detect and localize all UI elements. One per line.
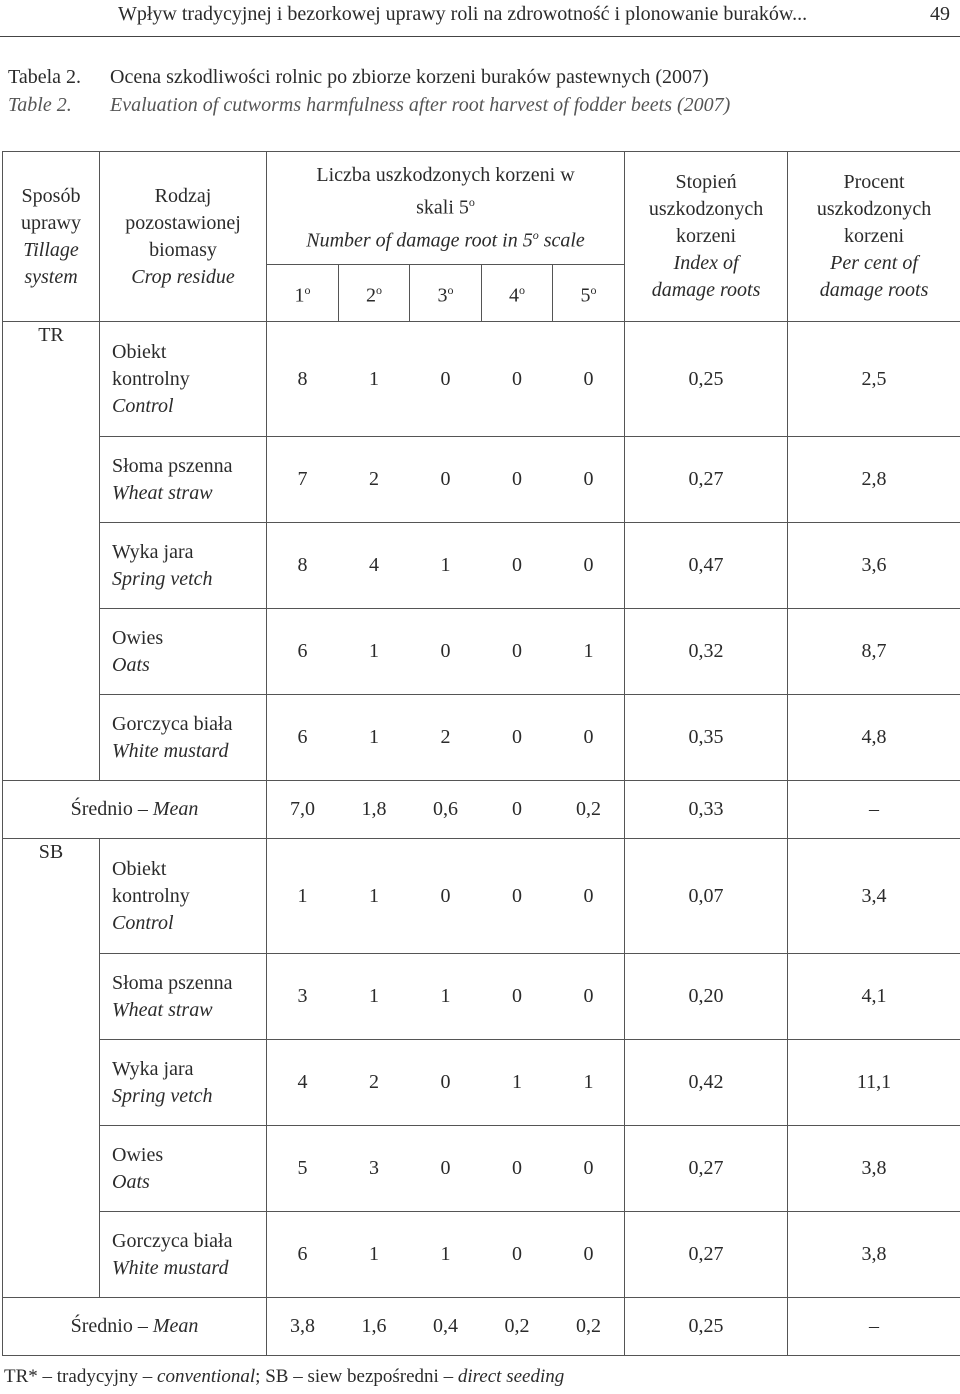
footnote-tr: TR* – tradycyjny – [4,1366,153,1387]
header-count-pl: skali 5 [416,196,469,219]
residue-pl: Wyka jara [112,540,194,563]
residue-en: Wheat straw [112,481,213,504]
damage-count-cell: 0 [553,1126,625,1212]
header-residue-en: Crop residue [131,265,235,288]
table-row [3,954,960,1040]
percent-cell: 3,8 [788,1126,960,1212]
damage-count-cell: 4 [339,523,410,609]
header-tillage-en: Tillage [23,238,79,261]
damage-count-cell: 0 [482,523,553,609]
damage-count-cell: 1 [553,609,625,695]
table-row [3,1040,960,1126]
header-count [267,152,625,265]
damage-count-cell: 8 [267,523,339,609]
tillage-system-cell: TR [3,322,100,781]
residue-pl: kontrolny [112,884,190,907]
header-degree: 5$^o$ [553,265,625,322]
index-cell: 0,27 [625,437,788,523]
residue-en: Wheat straw [112,998,213,1021]
header-tillage [3,152,100,322]
mean-percent-cell: – [788,1298,960,1356]
header-row [3,152,960,265]
crop-residue-cell [100,1212,267,1298]
percent-cell: 3,4 [788,839,960,954]
damage-count-cell: 2 [339,1040,410,1126]
crop-residue-cell [100,609,267,695]
index-cell: 0,32 [625,609,788,695]
residue-en: White mustard [112,1256,229,1279]
table-caption-en [8,94,730,117]
mean-label-en: Mean [152,1315,199,1337]
header-degree: 2$^o$ [339,265,410,322]
damage-count-cell: 2 [410,695,482,781]
crop-residue-cell [100,839,267,954]
damage-count-cell: 1 [410,523,482,609]
table-row [3,609,960,695]
residue-pl: Owies [112,1143,164,1166]
mean-count-cell: 7,0 [267,781,339,839]
residue-pl: Obiekt [112,857,167,880]
header-residue-pl: Rodzaj [154,184,212,207]
header-count-en: Number of damage root in 5 [306,229,533,252]
table-row [3,322,960,437]
damage-count-cell: 0 [410,609,482,695]
mean-label-pl: Średnio – [70,798,148,820]
header-residue [100,152,267,322]
header-index [625,152,788,322]
percent-cell: 4,1 [788,954,960,1040]
damage-count-cell: 0 [553,695,625,781]
damage-count-cell: 1 [482,1040,553,1126]
tillage-system-cell: SB [3,839,100,1298]
damage-count-cell: 3 [339,1126,410,1212]
residue-pl: Obiekt [112,340,167,363]
header-percent-en: Per cent of [830,252,918,274]
damage-count-cell: 1 [410,954,482,1040]
residue-pl: kontrolny [112,367,190,390]
damage-count-cell: 0 [482,437,553,523]
damage-count-cell: 4 [267,1040,339,1126]
index-cell: 0,35 [625,695,788,781]
damage-count-cell: 0 [482,954,553,1040]
percent-cell: 8,7 [788,609,960,695]
mean-percent-cell: – [788,781,960,839]
damage-count-cell: 0 [410,839,482,954]
index-cell: 0,27 [625,1126,788,1212]
table-row [3,523,960,609]
residue-pl: Gorczyca biała [112,712,233,735]
page-number: 49 [930,3,950,25]
header-tillage-en: system [24,265,78,288]
crop-residue-cell [100,437,267,523]
percent-cell: 11,1 [788,1040,960,1126]
mean-label [3,781,267,839]
mean-label-pl: Średnio – [70,1315,148,1337]
damage-count-cell: 1 [339,322,410,437]
running-head [0,0,960,37]
residue-pl: Gorczyca biała [112,1229,233,1252]
mean-count-cell: 0,4 [410,1298,482,1356]
header-percent-pl: Procent [843,171,905,193]
damage-count-cell: 0 [482,1126,553,1212]
footnote-sb-en: direct seeding [457,1366,565,1387]
header-percent-en: damage roots [819,279,929,301]
damage-count-cell: 0 [482,609,553,695]
header-index-en: Index of [673,252,739,274]
header-tillage-pl: Sposób [21,184,81,207]
mean-count-cell: 0,2 [553,781,625,839]
table-label-en: Table 2. [8,94,72,116]
damage-count-cell: 0 [553,839,625,954]
damage-count-cell: 0 [482,322,553,437]
table-row [3,839,960,954]
residue-pl: Słoma pszenna [112,454,233,477]
damage-count-cell: 1 [339,695,410,781]
percent-cell: 2,8 [788,437,960,523]
damage-count-cell: 0 [482,695,553,781]
mean-row [3,1298,960,1356]
running-head-title: Wpływ tradycyjnej i bezorkowej uprawy roli na zdrowotność i plonowanie buraków... [118,3,808,25]
mean-count-cell: 0,6 [410,781,482,839]
table-title-pl: Ocena szkodliwości rolnic po zbiorze korzeni buraków pastewnych (2007) [110,66,709,88]
crop-residue-cell [100,1126,267,1212]
table-row [3,1212,960,1298]
degree-sign: o [532,227,539,242]
crop-residue-cell [100,954,267,1040]
header-degree: 1$^o$ [267,265,339,322]
footnote-tr-en: conventional [157,1366,256,1387]
header-residue-pl: pozostawionej [125,211,241,234]
damage-count-cell: 6 [267,695,339,781]
residue-en: Oats [112,653,150,676]
mean-count-cell: 3,8 [267,1298,339,1356]
mean-label-en: Mean [152,798,199,820]
damage-count-cell: 8 [267,322,339,437]
damage-count-cell: 0 [553,322,625,437]
damage-count-cell: 0 [553,523,625,609]
residue-pl: Owies [112,626,164,649]
residue-en: Control [112,911,174,934]
residue-pl: Wyka jara [112,1057,194,1080]
percent-cell: 2,5 [788,322,960,437]
damage-count-cell: 6 [267,1212,339,1298]
damage-count-cell: 0 [410,1126,482,1212]
index-cell: 0,20 [625,954,788,1040]
header-tillage-pl: uprawy [21,211,81,234]
mean-count-cell: 0,2 [482,1298,553,1356]
residue-en: White mustard [112,739,229,762]
damage-count-cell: 1 [339,954,410,1040]
mean-count-cell: 0,2 [553,1298,625,1356]
header-degree: 4$^o$ [482,265,553,322]
crop-residue-cell [100,1040,267,1126]
damage-count-cell: 1 [339,1212,410,1298]
residue-en: Oats [112,1170,150,1193]
table-caption-pl [8,66,709,89]
damage-count-cell: 0 [553,437,625,523]
residue-pl: Słoma pszenna [112,971,233,994]
header-index-en: damage roots [651,279,761,301]
footnote [4,1366,564,1388]
header-percent-pl: uszkodzonych [816,198,932,220]
damage-count-cell: 3 [267,954,339,1040]
damage-count-cell: 5 [267,1126,339,1212]
index-cell: 0,25 [625,322,788,437]
table-row [3,437,960,523]
header-index-pl: Stopień [675,171,737,193]
damage-count-cell: 1 [553,1040,625,1126]
mean-index-cell: 0,25 [625,1298,788,1356]
mean-count-cell: 1,6 [339,1298,410,1356]
mean-row [3,781,960,839]
header-degree: 3$^o$ [410,265,482,322]
damage-count-cell: 1 [410,1212,482,1298]
table-title-en: Evaluation of cutworms harmfulness after root harvest of fodder beets (2007) [110,94,731,116]
percent-cell: 3,6 [788,523,960,609]
degree-sign: o [468,194,475,209]
percent-cell: 4,8 [788,695,960,781]
header-count-en: scale [538,229,585,252]
mean-index-cell: 0,33 [625,781,788,839]
damage-count-cell: 1 [267,839,339,954]
data-table [2,151,960,1356]
residue-en: Control [112,394,174,417]
crop-residue-cell [100,523,267,609]
damage-count-cell: 1 [339,609,410,695]
damage-count-cell: 2 [339,437,410,523]
damage-count-cell: 0 [410,437,482,523]
residue-en: Spring vetch [112,1084,213,1107]
damage-count-cell: 0 [482,1212,553,1298]
header-percent [788,152,960,322]
crop-residue-cell [100,322,267,437]
percent-cell: 3,8 [788,1212,960,1298]
header-index-pl: uszkodzonych [648,198,764,220]
crop-residue-cell [100,695,267,781]
index-cell: 0,07 [625,839,788,954]
damage-count-cell: 6 [267,609,339,695]
damage-count-cell: 0 [410,322,482,437]
damage-count-cell: 0 [482,839,553,954]
index-cell: 0,27 [625,1212,788,1298]
header-percent-pl: korzeni [844,225,905,247]
damage-count-cell: 0 [410,1040,482,1126]
mean-count-cell: 0 [482,781,553,839]
damage-count-cell: 0 [553,954,625,1040]
header-count-pl: Liczba uszkodzonych korzeni w [316,163,575,186]
mean-label [3,1298,267,1356]
damage-count-cell: 7 [267,437,339,523]
footnote-sb: ; SB – siew bezpośredni – [255,1366,454,1387]
index-cell: 0,47 [625,523,788,609]
header-index-pl: korzeni [676,225,737,247]
table-row [3,695,960,781]
mean-count-cell: 1,8 [339,781,410,839]
index-cell: 0,42 [625,1040,788,1126]
table-label-pl: Tabela 2. [8,66,82,88]
table-row [3,1126,960,1212]
header-residue-pl: biomasy [149,238,217,261]
damage-count-cell: 1 [339,839,410,954]
residue-en: Spring vetch [112,567,213,590]
damage-count-cell: 0 [553,1212,625,1298]
